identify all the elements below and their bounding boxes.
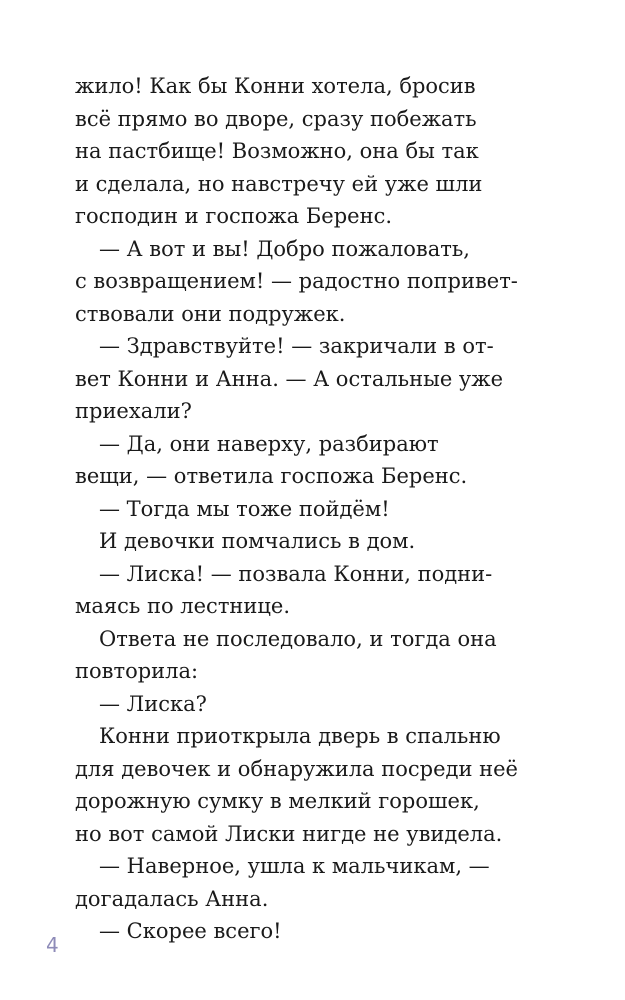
text-line: Конни приоткрыла дверь в спальню xyxy=(99,724,501,748)
text-line: — Лиска! — позвала Конни, подни- xyxy=(99,561,493,586)
text-line: — Скорее всего! xyxy=(99,919,282,943)
text-line: догадалась Анна. xyxy=(75,886,269,911)
page-number: 4 xyxy=(46,933,59,957)
text-line: дорожную сумку в мелкий горошек, xyxy=(75,789,480,813)
text-line: И девочки помчались в дом. xyxy=(99,529,416,553)
text-line: вет Конни и Анна. — А остальные уже xyxy=(75,366,504,391)
text-line: всё прямо во дворе, сразу побежать xyxy=(75,106,477,131)
text-line: но вот самой Лиски нигде не увидела. xyxy=(75,821,503,846)
text-line: с возвращением! — радостно попривет- xyxy=(75,269,518,293)
text-line: маясь по лестнице. xyxy=(75,594,291,618)
text-line: — Здравствуйте! — закричали в от- xyxy=(99,334,494,358)
text-line: и сделала, но навстречу ей уже шли xyxy=(75,171,483,196)
text-line: — А вот и вы! Добро пожаловать, xyxy=(99,236,470,261)
body-text xyxy=(75,70,545,948)
text-line: жило! Как бы Конни хотела, бросив xyxy=(75,74,476,98)
text-line: ствовали они подружек. xyxy=(75,301,346,326)
text-line: господин и госпожа Беренс. xyxy=(75,204,393,228)
text-line: — Лиска? xyxy=(99,691,207,716)
text-line: Ответа не последовало, и тогда она xyxy=(99,626,497,651)
text-line: для девочек и обнаружила посреди неё xyxy=(75,756,518,781)
text-line: — Наверное, ушла к мальчикам, — xyxy=(99,854,490,878)
text-line: приехали? xyxy=(75,399,192,423)
text-line: повторила: xyxy=(75,659,199,683)
text-line: — Тогда мы тоже пойдём! xyxy=(99,496,390,521)
text-line: вещи, — ответила госпожа Беренс. xyxy=(75,464,468,488)
text-line: — Да, они наверху, разбирают xyxy=(99,431,439,456)
text-line: на пастбище! Возможно, она бы так xyxy=(75,139,479,163)
